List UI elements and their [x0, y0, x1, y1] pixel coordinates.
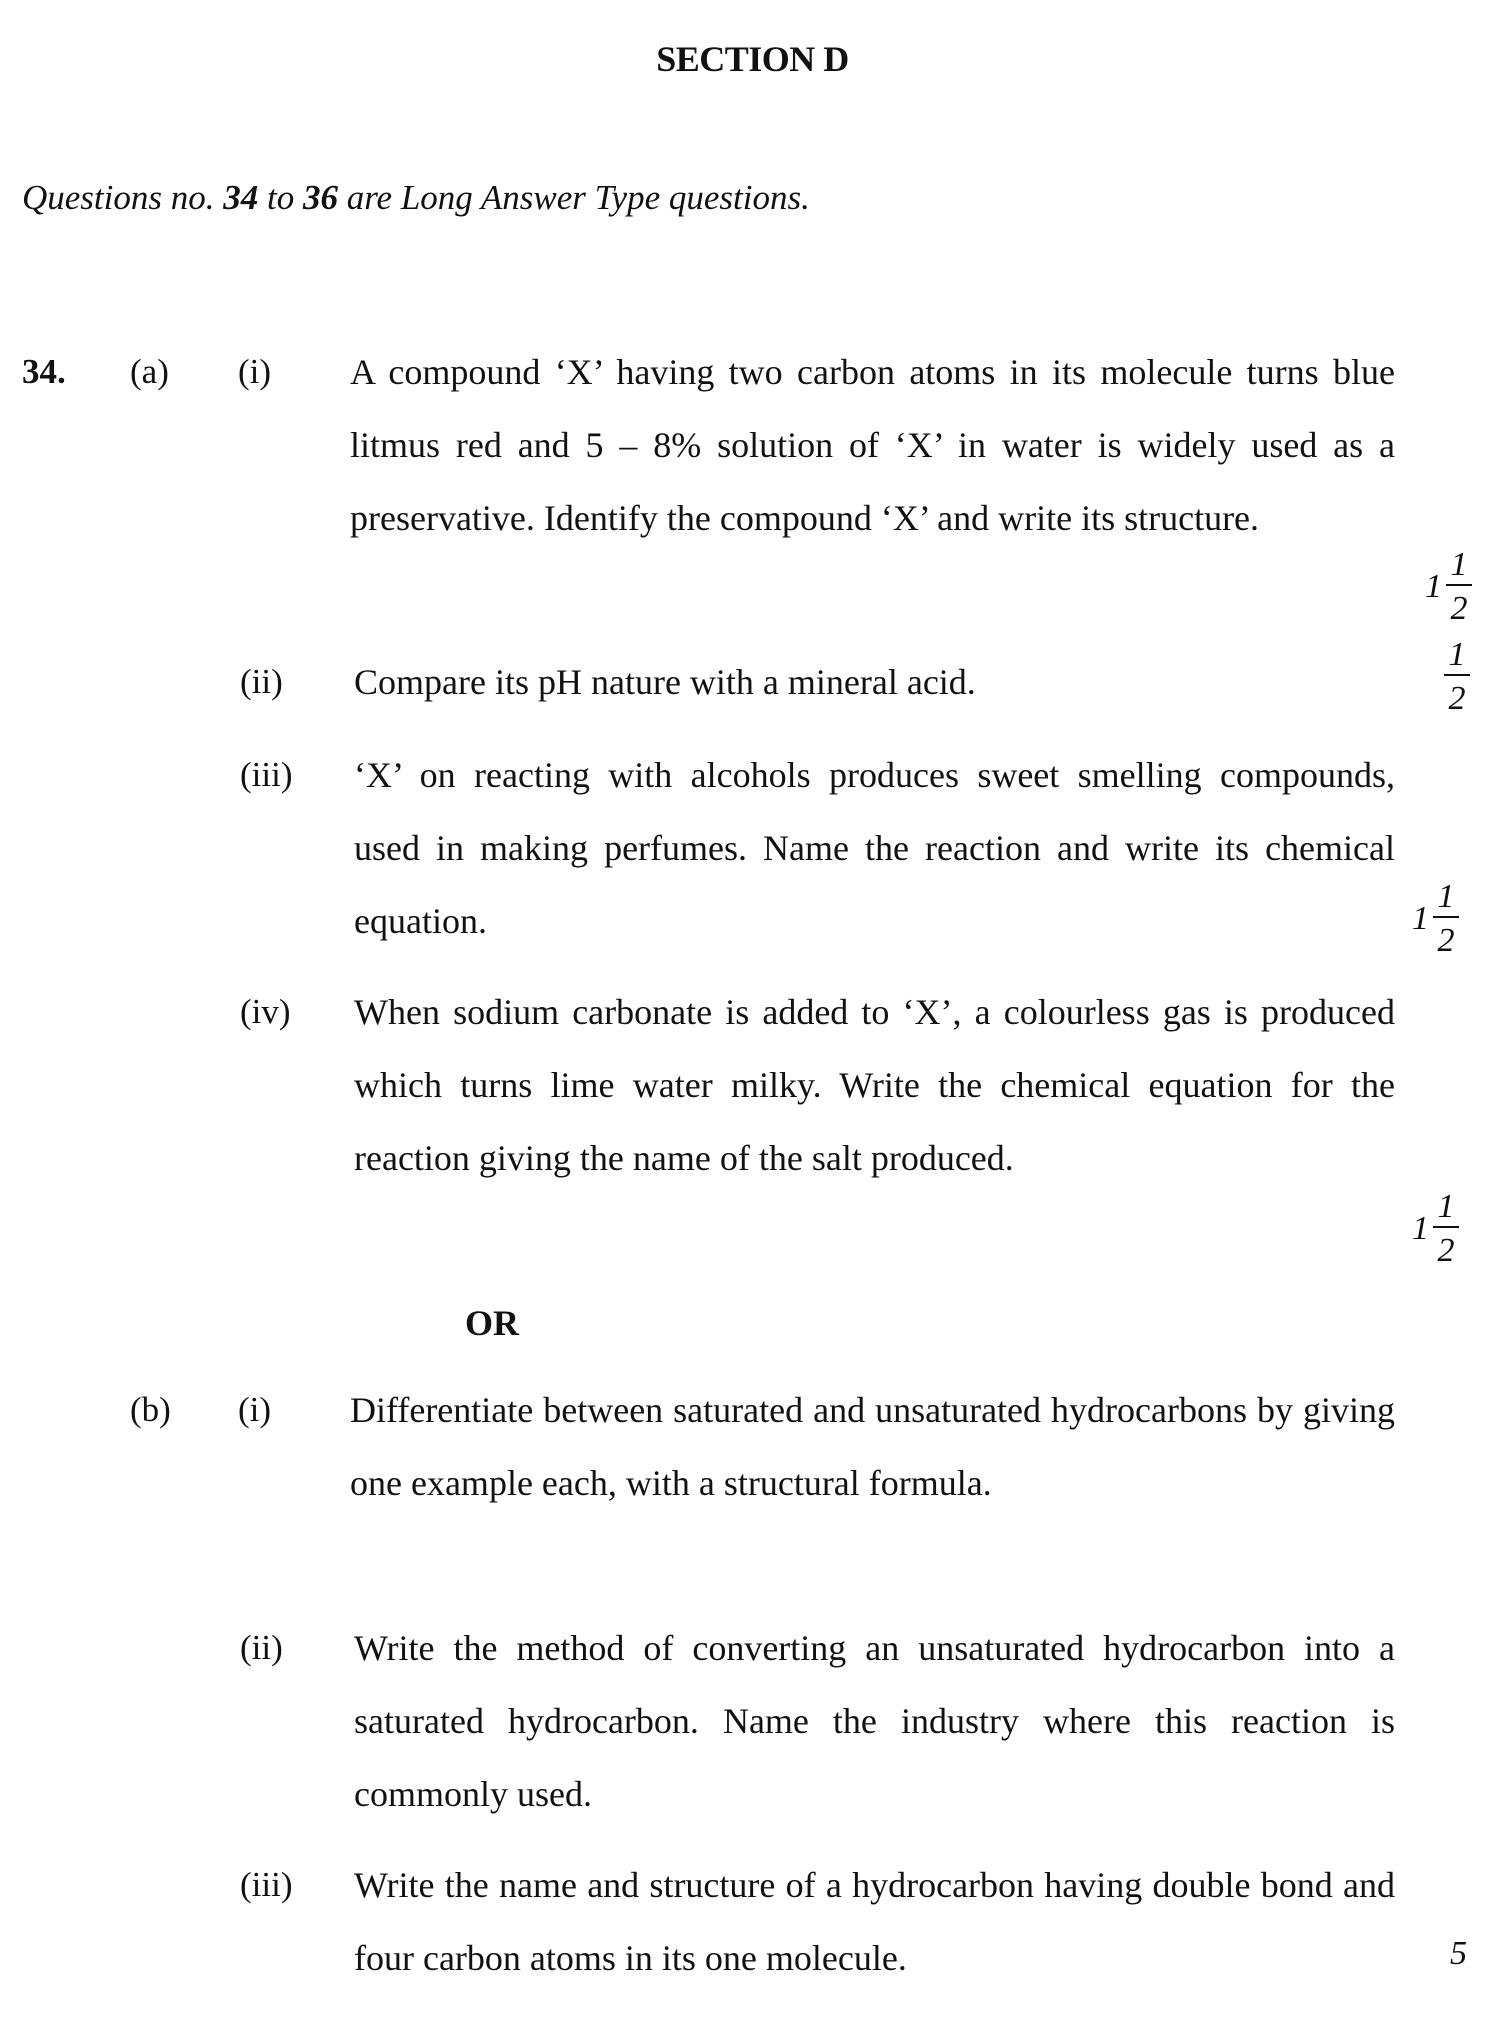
- part-a-item-3-marks: [1412, 880, 1459, 958]
- section-instructions: [22, 178, 810, 218]
- part-a-item-3-label: (iii): [240, 755, 293, 794]
- fraction-numerator: 1: [1450, 546, 1468, 583]
- part-a-item-4-marks: [1412, 1190, 1459, 1268]
- fraction-numerator: 1: [1448, 636, 1466, 673]
- instructions-middle: to: [258, 178, 303, 217]
- marks-whole: 1: [1412, 900, 1429, 937]
- part-a-item-4-label: (iv): [240, 992, 291, 1031]
- part-b-item-3-text: Write the name and structure of a hydrocarbon having double bond and four carbon atoms in its one molecule.: [354, 1865, 1395, 1978]
- part-a-label: (a): [130, 352, 169, 391]
- part-a-item-2-text: Compare its pH nature with a mineral acid.: [354, 662, 976, 702]
- part-b-item-3-label: (iii): [240, 1865, 293, 1904]
- instructions-to-number: 36: [302, 178, 338, 217]
- part-a-item-1-text: A compound ‘X’ having two carbon atoms in its molecule turns blue litmus red and 5 – 8% solution of ‘X’ in water is widely used as a preservative. Identify the compound ‘X’ and write its structure.: [350, 352, 1395, 538]
- part-a-item-4-text: When sodium carbonate is added to ‘X’, a colourless gas is produced which turns lime water milky. Write the chemical equation for the reaction giving the name of the salt produced.: [354, 992, 1395, 1178]
- instructions-suffix: are Long Answer Type questions.: [337, 178, 810, 217]
- marks-fraction: [1433, 880, 1459, 958]
- part-a-item-2-marks: [1440, 638, 1470, 716]
- part-b-item-2-text: Write the method of converting an unsaturated hydrocarbon into a saturated hydrocarbon. Name the industry where this reaction is commonly used.: [354, 1628, 1395, 1814]
- fraction-numerator: 1: [1437, 1188, 1455, 1225]
- fraction-numerator: 1: [1437, 878, 1455, 915]
- part-a-item-1-label: (i): [238, 352, 272, 391]
- marks-fraction: [1433, 1190, 1459, 1268]
- fraction-denominator: 2: [1450, 590, 1468, 627]
- marks-fraction: [1444, 638, 1470, 716]
- question-number: 34.: [22, 352, 66, 391]
- part-a-item-2-label: (ii): [240, 662, 283, 701]
- part-a-item-3-text: ‘X’ on reacting with alcohols produces sweet smelling compounds, used in making perfumes. Name the reaction and write its chemical equation.: [354, 755, 1395, 941]
- part-b-item-1-label: (i): [238, 1390, 272, 1429]
- fraction-denominator: 2: [1437, 1232, 1455, 1269]
- instructions-prefix: Questions no.: [22, 178, 224, 217]
- instructions-from-number: 34: [223, 178, 259, 217]
- question-total-marks: 5: [1450, 1935, 1467, 1972]
- fraction-denominator: 2: [1448, 680, 1466, 717]
- part-b-label: (b): [130, 1390, 171, 1429]
- or-separator: OR: [465, 1303, 519, 1343]
- part-b-item-1-text: Differentiate between saturated and unsaturated hydrocarbons by giving one example each, with a structural formula.: [350, 1390, 1395, 1503]
- fraction-denominator: 2: [1437, 922, 1455, 959]
- part-a-item-1-marks: [1425, 548, 1472, 626]
- section-title: SECTION D: [656, 39, 849, 79]
- part-b-item-2-label: (ii): [240, 1628, 283, 1667]
- marks-whole: 1: [1425, 568, 1442, 605]
- marks-whole: 1: [1412, 1210, 1429, 1247]
- marks-fraction: [1446, 548, 1472, 626]
